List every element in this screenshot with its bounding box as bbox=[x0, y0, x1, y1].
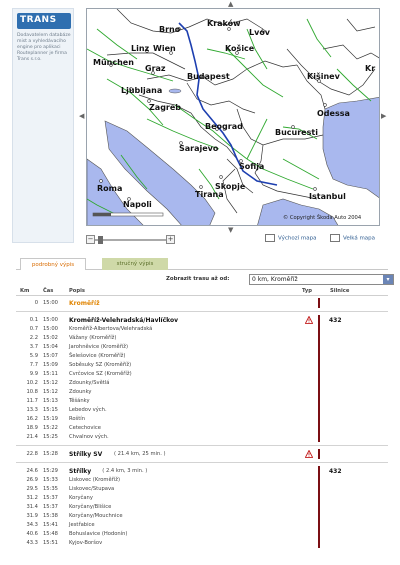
row-time: 15:07 bbox=[43, 353, 58, 359]
pan-right-icon[interactable]: ▶ bbox=[381, 112, 387, 120]
row-km: 10.8 bbox=[26, 389, 38, 395]
row-description: Kroměříž-Velehradská/Havlíčkov bbox=[69, 317, 179, 324]
row-time: 15:33 bbox=[43, 477, 58, 483]
row-km: 9.9 bbox=[29, 371, 38, 377]
city-label: Sofija bbox=[239, 162, 265, 171]
row-km: 21.4 bbox=[26, 434, 38, 440]
balaton-lake bbox=[169, 89, 181, 93]
row-time: 15:25 bbox=[43, 434, 58, 440]
table-row[interactable] bbox=[16, 467, 388, 476]
row-km: 40.6 bbox=[26, 531, 38, 537]
city-label: Linz bbox=[131, 44, 150, 53]
row-description: Jestřabice bbox=[69, 522, 95, 528]
table-row[interactable] bbox=[16, 397, 388, 406]
zoom-in-button[interactable]: + bbox=[167, 235, 174, 243]
city-label: Odessa bbox=[317, 109, 350, 118]
row-road-number: 432 bbox=[329, 317, 342, 324]
row-time: 15:22 bbox=[43, 425, 58, 431]
row-description: Chvalnov vých. bbox=[69, 434, 109, 440]
map-copyright: © Copyright Škoda Auto 2004 bbox=[283, 215, 362, 221]
row-km: 29.5 bbox=[26, 486, 38, 492]
header-time: Čas bbox=[43, 288, 54, 294]
row-time: 15:11 bbox=[43, 371, 58, 377]
row-description: Cetechovice bbox=[69, 425, 101, 431]
row-description: Kyjov-Boršov bbox=[69, 540, 103, 546]
row-time: 15:12 bbox=[43, 389, 58, 395]
large-map-label: Velká mapa bbox=[343, 235, 376, 242]
row-description: Liskovec (Kroměříž) bbox=[69, 477, 120, 483]
pan-down-icon[interactable]: ▼ bbox=[228, 226, 234, 234]
row-km: 11.7 bbox=[26, 398, 38, 404]
city-label: Bucuresti bbox=[275, 128, 318, 137]
overview-map-icon bbox=[265, 234, 275, 242]
row-km: 43.3 bbox=[26, 540, 38, 546]
row-time: 15:00 bbox=[43, 326, 58, 332]
city-label: Graz bbox=[145, 64, 166, 73]
table-row[interactable] bbox=[16, 388, 388, 397]
row-time: 15:12 bbox=[43, 380, 58, 386]
header-road: Silnice bbox=[330, 288, 350, 294]
row-km: 31.4 bbox=[26, 504, 38, 510]
row-time: 15:19 bbox=[43, 416, 58, 422]
row-time: 15:37 bbox=[43, 504, 58, 510]
row-time: 15:35 bbox=[43, 486, 58, 492]
city-label: Sarajevo bbox=[179, 144, 219, 153]
row-time: 15:37 bbox=[43, 495, 58, 501]
top-area bbox=[0, 0, 400, 252]
city-label: Lvov bbox=[249, 28, 271, 37]
zoom-out-button[interactable]: − bbox=[87, 235, 94, 243]
row-separator bbox=[16, 462, 388, 463]
row-km: 18.9 bbox=[26, 425, 38, 431]
row-time: 15:02 bbox=[43, 335, 58, 341]
row-description: Kroměříž-Albertova/Velehradská bbox=[69, 326, 153, 332]
row-km: 10.2 bbox=[26, 380, 38, 386]
table-row[interactable] bbox=[16, 334, 388, 343]
city-label: Brno bbox=[159, 25, 181, 34]
row-description: Zdounky/Světlá bbox=[69, 380, 110, 386]
row-km: 22.8 bbox=[26, 451, 38, 457]
row-time: 15:13 bbox=[43, 398, 58, 404]
row-km: 31.2 bbox=[26, 495, 38, 501]
header-km: Km bbox=[20, 288, 30, 294]
city-label: Napoli bbox=[123, 200, 152, 209]
pan-up-icon[interactable]: ▲ bbox=[228, 0, 234, 8]
table-row[interactable] bbox=[16, 485, 388, 494]
table-row[interactable] bbox=[16, 512, 388, 521]
table-row[interactable] bbox=[16, 343, 388, 352]
row-km: 3.7 bbox=[29, 344, 38, 350]
row-description: Šelešovice (Kroměříž) bbox=[69, 353, 126, 359]
pan-left-icon[interactable]: ◀ bbox=[79, 112, 85, 120]
row-time: 15:41 bbox=[43, 522, 58, 528]
row-time: 15:51 bbox=[43, 540, 58, 546]
row-description: Střílky bbox=[69, 468, 92, 475]
table-row[interactable] bbox=[16, 530, 388, 539]
header-desc: Popis bbox=[69, 288, 85, 294]
row-separator bbox=[16, 445, 388, 446]
table-row[interactable] bbox=[16, 521, 388, 530]
route-segment-line bbox=[318, 538, 320, 548]
city-label: Ljubljana bbox=[121, 86, 163, 95]
table-row[interactable] bbox=[16, 476, 388, 485]
table-row[interactable] bbox=[16, 370, 388, 379]
row-separator bbox=[16, 311, 388, 312]
city-label: Zagreb bbox=[149, 103, 182, 112]
row-description: Koryčany/Blišice bbox=[69, 504, 112, 510]
row-description: Kroměříž bbox=[69, 300, 100, 307]
scale-bar-segment bbox=[93, 213, 111, 216]
row-description: Liskovec/Stupava bbox=[69, 486, 115, 492]
city-label: Kr bbox=[365, 64, 376, 73]
overview-map-link[interactable] bbox=[265, 234, 317, 244]
table-row[interactable] bbox=[16, 494, 388, 503]
table-row[interactable] bbox=[16, 352, 388, 361]
city-label: Skopje bbox=[215, 182, 246, 191]
row-km: 7.7 bbox=[29, 362, 38, 368]
table-row[interactable] bbox=[16, 361, 388, 370]
row-time: 15:09 bbox=[43, 362, 58, 368]
table-row[interactable] bbox=[16, 325, 388, 334]
row-km: 34.3 bbox=[26, 522, 38, 528]
row-segment-summary: ( 2.4 km, 3 min. ) bbox=[102, 468, 148, 474]
route-filter-label: Zobrazit trasu až od: bbox=[166, 276, 230, 282]
route-segment-line bbox=[318, 298, 320, 308]
route-segment-line bbox=[318, 432, 320, 442]
row-time: 15:00 bbox=[43, 300, 58, 306]
row-description: Bohuslavice (Hodonín) bbox=[69, 531, 128, 537]
row-description: Roštín bbox=[69, 416, 86, 422]
route-start-select[interactable] bbox=[249, 274, 394, 285]
row-description: Koryčany bbox=[69, 495, 93, 501]
tabs-bar bbox=[16, 258, 388, 270]
city-label: Košice bbox=[225, 44, 255, 53]
row-km: 31.9 bbox=[26, 513, 38, 519]
zoom-slider[interactable] bbox=[86, 235, 176, 245]
trans-logo[interactable] bbox=[17, 13, 71, 29]
overview-map-label: Výchozí mapa bbox=[278, 235, 317, 242]
itinerary-table bbox=[16, 297, 388, 565]
tab-detailed[interactable]: podrobný výpis bbox=[20, 258, 86, 270]
table-row[interactable] bbox=[16, 415, 388, 424]
zoom-knob[interactable] bbox=[98, 236, 103, 244]
row-km: 0.1 bbox=[29, 317, 38, 323]
row-description: Koryčany/Mouchnice bbox=[69, 513, 123, 519]
city-label: Roma bbox=[97, 184, 123, 193]
row-time: 15:15 bbox=[43, 407, 58, 413]
table-row[interactable] bbox=[16, 433, 388, 442]
table-row[interactable] bbox=[16, 503, 388, 512]
row-description: Zdounky bbox=[69, 389, 92, 395]
city-label: Budapest bbox=[187, 72, 230, 81]
row-km: 26.9 bbox=[26, 477, 38, 483]
city-label: München bbox=[93, 58, 134, 67]
warning-icon bbox=[305, 450, 313, 458]
warning-icon bbox=[305, 316, 313, 324]
row-time: 15:48 bbox=[43, 531, 58, 537]
row-km: 2.2 bbox=[29, 335, 38, 341]
row-description: Jarohněvice (Kroměříž) bbox=[69, 344, 129, 350]
city-label: Wien bbox=[153, 44, 176, 53]
table-row[interactable] bbox=[16, 299, 388, 308]
table-row[interactable] bbox=[16, 379, 388, 388]
row-road-number: 432 bbox=[329, 468, 342, 475]
route-map[interactable] bbox=[86, 8, 380, 226]
map-canvas[interactable] bbox=[87, 9, 380, 226]
city-label: Tirana bbox=[195, 190, 224, 199]
large-map-icon bbox=[330, 234, 340, 242]
row-segment-summary: ( 21.4 km, 25 min. ) bbox=[114, 451, 166, 457]
route-segment-line bbox=[318, 449, 320, 459]
table-row[interactable] bbox=[16, 316, 388, 325]
row-description: Lebedov vých. bbox=[69, 407, 107, 413]
city-label: Kišinev bbox=[307, 72, 340, 81]
table-row[interactable] bbox=[16, 424, 388, 433]
side-panel bbox=[12, 8, 74, 243]
row-description: Cvrčovice SZ (Kroměříž) bbox=[69, 371, 132, 377]
provider-text: Dodavatelem databáze mist a vyhledávacího engine pro aplikaci Routeplanner je firma Trans s.r.o. bbox=[17, 33, 71, 62]
row-time: 15:38 bbox=[43, 513, 58, 519]
large-map-link[interactable] bbox=[330, 234, 375, 244]
table-row[interactable] bbox=[16, 450, 388, 459]
row-time: 15:04 bbox=[43, 344, 58, 350]
table-row[interactable] bbox=[16, 406, 388, 415]
row-time: 15:29 bbox=[43, 468, 58, 474]
row-time: 15:00 bbox=[43, 317, 58, 323]
table-header bbox=[16, 286, 388, 296]
city-label: Istanbul bbox=[309, 192, 346, 201]
row-km: 0 bbox=[34, 300, 38, 306]
row-description: Střílky SV bbox=[69, 451, 103, 458]
row-description: Těšánky bbox=[69, 398, 90, 404]
row-km: 5.9 bbox=[29, 353, 38, 359]
city-label: Kraków bbox=[207, 19, 241, 28]
row-description: Soběsuky SZ (Kroměříž) bbox=[69, 362, 132, 368]
table-row[interactable] bbox=[16, 539, 388, 548]
row-description: Vážany (Kroměříž) bbox=[69, 335, 117, 341]
tab-brief[interactable]: stručný výpis bbox=[102, 258, 168, 270]
header-type: Typ bbox=[302, 288, 313, 294]
route-start-value: 0 km, Kroměříž bbox=[252, 276, 298, 283]
row-km: 13.3 bbox=[26, 407, 38, 413]
row-km: 16.2 bbox=[26, 416, 38, 422]
row-time: 15:28 bbox=[43, 451, 58, 457]
logo-text: TRANS bbox=[20, 15, 57, 25]
row-km: 0.7 bbox=[29, 326, 38, 332]
city-label: Beograd bbox=[205, 122, 243, 131]
chevron-down-icon[interactable]: ▾ bbox=[383, 275, 393, 284]
route-filter bbox=[16, 272, 388, 286]
row-km: 24.6 bbox=[26, 468, 38, 474]
